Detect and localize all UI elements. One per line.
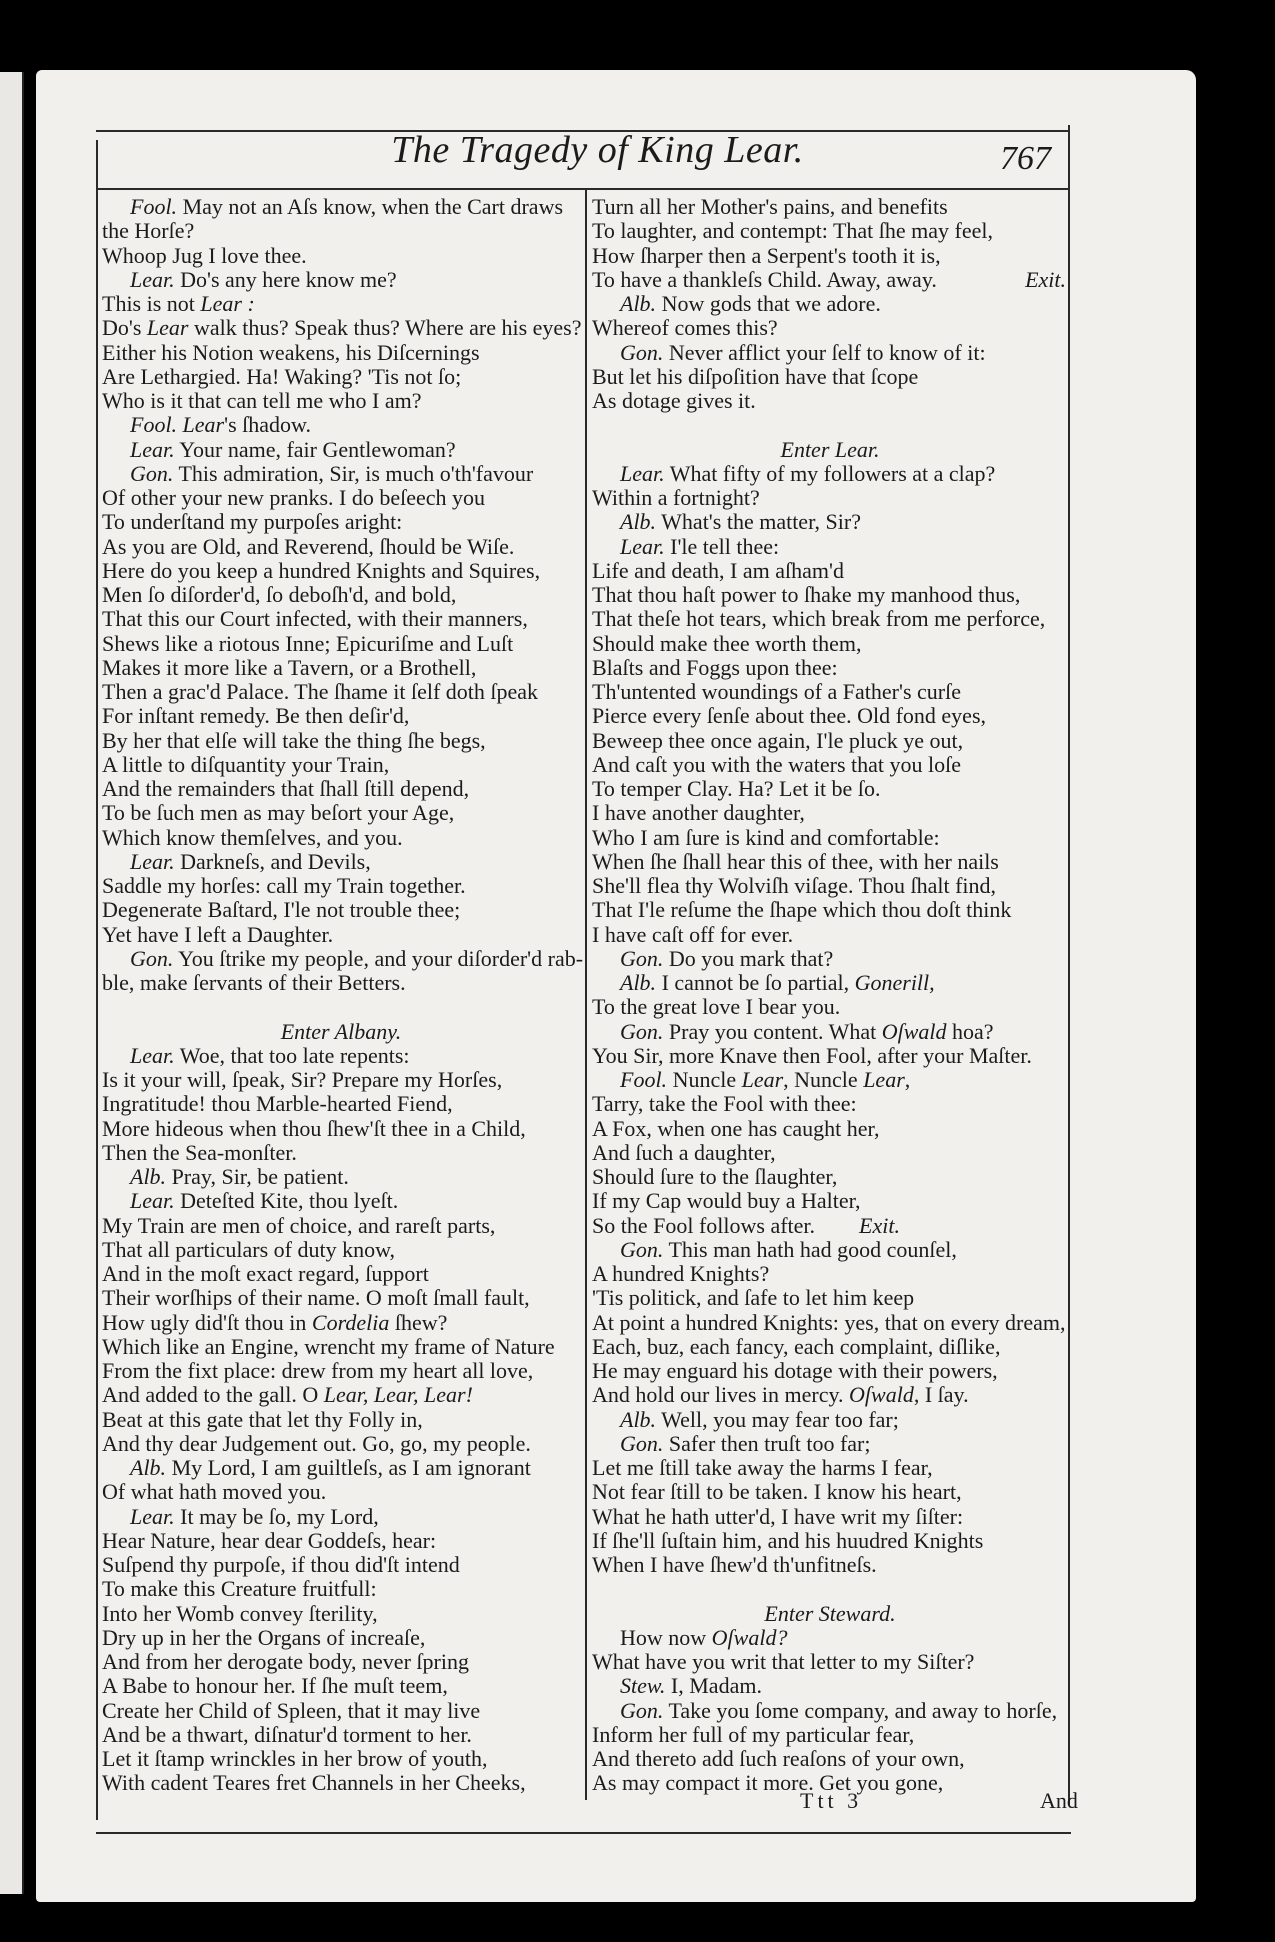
- stage-direction: Enter Albany.: [280, 1018, 402, 1044]
- italic-text: Gon.: [620, 1430, 664, 1456]
- verse-line: Beat at this gate that let thy Folly in,: [102, 1406, 423, 1432]
- italic-text: Fool.: [130, 194, 178, 219]
- italic-text: Gon.: [130, 460, 174, 486]
- verse-line: To underſtand my purpoſes aright:: [102, 509, 403, 535]
- verse-line: From the fixt place: drew from my heart all love,: [102, 1358, 534, 1383]
- verse-line: What have you writ that letter to my Siſter?: [592, 1649, 975, 1674]
- verse-line: Into her Womb convey ſterility,: [102, 1600, 378, 1626]
- verse-line: Ingratitude! thou Marble-hearted Fiend,: [102, 1091, 453, 1117]
- verse-line: Th'untented woundings of a Father's curſe: [592, 679, 962, 704]
- italic-text: Gon.: [620, 1697, 664, 1723]
- verse-line: As may compact it more. Get you gone,: [592, 1770, 944, 1796]
- italic-text: Lear.: [130, 266, 175, 292]
- verse-line: As you are Old, and Reverend, ſhould be Wiſe.: [102, 533, 515, 559]
- verse-line: If ſhe'll ſuſtain him, and his huudred Knights: [592, 1527, 984, 1553]
- italic-text: Cordelia: [311, 1309, 390, 1335]
- italic-text: Lear :: [200, 291, 255, 316]
- verse-line: And thy dear Judgement out. Go, go, my people.: [102, 1430, 531, 1456]
- verse-line: That this our Court infected, with their manners,: [102, 606, 528, 632]
- italic-text: Lear.: [130, 1188, 175, 1214]
- italic-text: Exit.: [859, 1212, 900, 1238]
- verse-line: And thereto add ſuch reaſons of your own,: [592, 1746, 965, 1771]
- verse-line: Which know themſelves, and you.: [102, 824, 403, 850]
- verse-line: My Train are men of choice, and rareſt parts,: [102, 1212, 496, 1238]
- speech-line: How now Oſwald?: [620, 1624, 788, 1650]
- blank-line: [102, 995, 580, 1019]
- speech-line: Alb. Now gods that we adore.: [620, 291, 881, 316]
- verse-line: Shews like a riotous Inne; Epicuriſme and Luſt: [102, 630, 514, 656]
- italic-text: Lear.: [130, 436, 175, 462]
- speech-line: Lear. What fifty of my followers at a clap?: [620, 460, 996, 486]
- italic-text: Alb.: [620, 1406, 657, 1432]
- italic-text: Lear.: [130, 1503, 175, 1529]
- verse-line: Not fear ſtill to be taken. I know his heart,: [592, 1479, 962, 1505]
- italic-text: Lear, Lear, Lear!: [323, 1382, 473, 1408]
- verse-line: Is it your will, ſpeak, Sir? Prepare my Horſes,: [102, 1067, 503, 1092]
- speech-line: Fool. Nuncle Lear, Nuncle Lear,: [620, 1067, 911, 1092]
- verse-line: He may enguard his dotage with their powers,: [592, 1358, 998, 1383]
- italic-text: Stew.: [620, 1673, 666, 1699]
- running-title: [0, 128, 1275, 172]
- catchword: And: [1040, 1788, 1078, 1813]
- speech-line: Alb. My Lord, I am guiltleſs, as I am ignorant: [130, 1455, 531, 1480]
- signature-mark: Ttt 3: [800, 1788, 863, 1813]
- verse-line: Should ſure to the ſlaughter,: [592, 1164, 838, 1189]
- speech-line: Lear. Woe, that too late repents:: [130, 1042, 410, 1068]
- verse-line: Beweep thee once again, I'le pluck ye out,: [592, 727, 964, 753]
- verse-line: As dotage gives it.: [592, 388, 756, 413]
- verse-line: For inſtant remedy. Be then deſir'd,: [102, 703, 410, 729]
- verse-line: And be a thwart, diſnatur'd torment to her.: [102, 1721, 472, 1747]
- verse-line: Tarry, take the Fool with thee:: [592, 1091, 857, 1117]
- verse-line: And from her derogate body, never ſpring: [102, 1649, 469, 1674]
- verse-line: A hundred Knights?: [592, 1261, 770, 1286]
- speech-line: Fool. Lear's ſhadow.: [130, 412, 311, 438]
- verse-line: Within a fortnight?: [592, 485, 760, 510]
- speech-line: Gon. Do you mark that?: [620, 945, 834, 971]
- italic-text: Lear.: [130, 848, 175, 874]
- verse-line: Saddle my horſes: call my Train together.: [102, 873, 466, 898]
- verse-line: ble, make ſervants of their Betters.: [102, 970, 406, 995]
- italic-text: Oſwald?: [711, 1624, 788, 1650]
- verse-line: the Horſe?: [102, 218, 195, 244]
- verse-line: When ſhe ſhall hear this of thee, with her nails: [592, 848, 999, 874]
- italic-text: Alb.: [130, 1455, 167, 1480]
- bottom-rule: [96, 1832, 1071, 1834]
- italic-text: Lear.: [620, 533, 665, 559]
- verse-line: To make this Creature fruitfull:: [102, 1576, 377, 1602]
- verse-line: Inform her full of my particular fear,: [592, 1721, 915, 1747]
- speech-line: Stew. I, Madam.: [620, 1673, 762, 1699]
- speech-line: Alb. What's the matter, Sir?: [620, 509, 861, 535]
- verse-line: Whoop Jug I love thee.: [102, 242, 307, 268]
- verse-line: Are Lethargied. Ha! Waking? 'Tis not ſo;: [102, 363, 462, 389]
- verse-line: Their worſhips of their name. O moſt ſmall fault,: [102, 1285, 530, 1311]
- verse-line: That all particulars of duty know,: [102, 1236, 396, 1262]
- verse-line: Who is it that can tell me who I am?: [102, 388, 422, 413]
- verse-line: Degenerate Baſtard, I'le not trouble thee;: [102, 897, 461, 923]
- verse-line: Then the Sea-monſter.: [102, 1139, 297, 1165]
- speech-line: Lear. Deteſted Kite, thou lyeſt.: [130, 1188, 399, 1214]
- verse-line: With cadent Teares fret Channels in her Cheeks,: [102, 1770, 526, 1796]
- verse-line: If my Cap would buy a Halter,: [592, 1188, 861, 1214]
- right-text-column: [592, 195, 1068, 1796]
- italic-text: Gon.: [620, 1018, 664, 1044]
- italic-text: Lear.: [620, 460, 665, 486]
- stage-direction: Enter Lear.: [780, 436, 880, 462]
- speech-line: Gon. Pray you content. What Oſwald hoa?: [620, 1018, 994, 1044]
- previous-page-edge: [0, 72, 24, 1894]
- verse-line: More hideous when thou ſhew'ſt thee in a Child,: [102, 1115, 526, 1141]
- verse-line: Suſpend thy purpoſe, if thou did'ſt intend: [102, 1552, 460, 1577]
- speech-line: Lear. I'le tell thee:: [620, 533, 780, 559]
- column-divider: [585, 190, 587, 1800]
- verse-line: I have caſt off for ever.: [592, 921, 794, 947]
- speech-line: Fool. May not an Aſs know, when the Cart draws: [130, 194, 564, 219]
- verse-line: When I have ſhew'd th'unfitneſs.: [592, 1552, 877, 1577]
- verse-line: Which like an Engine, wrencht my frame of Nature: [102, 1333, 555, 1359]
- verse-line: To temper Clay. Ha? Let it be ſo.: [592, 776, 881, 801]
- italic-text: Lear: [863, 1067, 905, 1092]
- verse-line: A Babe to honour her. If ſhe muſt teem,: [102, 1673, 448, 1699]
- verse-line: Dry up in her the Organs of increaſe,: [102, 1624, 426, 1650]
- verse-line: A Fox, when one has caught her,: [592, 1115, 880, 1141]
- verse-line: Makes it more like a Tavern, or a Brothell,: [102, 654, 477, 680]
- speech-line: Alb. I cannot be ſo partial, Gonerill,: [620, 970, 935, 995]
- speech-line: Gon. Safer then truſt too far;: [620, 1430, 871, 1456]
- verse-line: Each, buz, each fancy, each complaint, diſlike,: [592, 1333, 1001, 1359]
- verse-line: Do's Lear walk thus? Speak thus? Where are his eyes?: [102, 315, 582, 341]
- verse-line: By her that elſe will take the thing ſhe begs,: [102, 727, 486, 753]
- speech-line: Lear. Darkneſs, and Devils,: [130, 848, 371, 874]
- verse-line: And ſuch a daughter,: [592, 1139, 776, 1165]
- left-text-column: [102, 194, 584, 1796]
- speech-line: Alb. Pray, Sir, be patient.: [130, 1164, 349, 1189]
- speech-line: Alb. Well, you may fear too far;: [620, 1406, 899, 1432]
- italic-text: Alb.: [620, 970, 657, 995]
- speech-line: Gon. This admiration, Sir, is much o'th'favour: [130, 460, 534, 486]
- verse-line: How ugly did'ſt thou in Cordelia ſhew?: [102, 1309, 448, 1335]
- italic-text: Alb.: [130, 1164, 167, 1189]
- verse-line: 'Tis politick, and ſafe to let him keep: [592, 1285, 915, 1311]
- verse-line: That I'le reſume the ſhape which thou doſt think: [592, 897, 1012, 923]
- verse-line: Let me ſtill take away the harms I fear,: [592, 1455, 933, 1480]
- italic-text: Gonerill,: [854, 970, 935, 995]
- verse-line: What he hath utter'd, I have writ my ſiſter:: [592, 1503, 964, 1529]
- blank-line: [592, 1577, 1068, 1601]
- verse-line: To have a thankleſs Child. Away, away. Exit.: [592, 266, 1066, 292]
- italic-text: Fool. Lear: [130, 412, 225, 438]
- italic-text: Oſwald: [849, 1382, 914, 1408]
- verse-line: That theſe hot tears, which break from me perforce,: [592, 606, 1046, 632]
- verse-line: Should make thee worth them,: [592, 630, 862, 656]
- speech-line: Gon. You ſtrike my people, and your diſorder'd rab-: [130, 945, 584, 971]
- italic-text: Lear: [741, 1067, 784, 1092]
- italic-text: Gon.: [620, 1236, 664, 1262]
- verse-line: You Sir, more Knave then Fool, after your Maſter.: [592, 1042, 1032, 1068]
- verse-line: Who I am ſure is kind and comfortable:: [592, 824, 940, 850]
- verse-line: And added to the gall. O Lear, Lear, Lear!: [102, 1382, 473, 1408]
- verse-line: Blaſts and Foggs upon thee:: [592, 654, 838, 680]
- verse-line: That thou haſt power to ſhake my manhood thus,: [592, 582, 1021, 607]
- verse-line: To be ſuch men as may beſort your Age,: [102, 800, 455, 826]
- italic-text: Lear.: [130, 1042, 175, 1068]
- italic-text: Gon.: [620, 339, 664, 365]
- verse-line: To the great love I bear you.: [592, 994, 841, 1020]
- right-border: [1068, 125, 1070, 1805]
- italic-text: Oſwald: [881, 1018, 947, 1044]
- header-rule: [96, 188, 1068, 190]
- italic-text: Alb.: [620, 291, 657, 316]
- italic-text: Gon.: [130, 945, 174, 971]
- verse-line: And the remainders that ſhall ſtill depend,: [102, 776, 470, 801]
- verse-line: And in the moſt exact regard, ſupport: [102, 1261, 429, 1286]
- verse-line: How ſharper then a Serpent's tooth it is,: [592, 242, 941, 268]
- verse-line: And hold our lives in mercy. Oſwald, I ſay.: [592, 1382, 969, 1408]
- verse-line: At point a hundred Knights: yes, that on every dream,: [592, 1309, 1066, 1335]
- verse-line: Men ſo diſorder'd, ſo deboſh'd, and bold,: [102, 582, 457, 607]
- left-border: [96, 140, 98, 1820]
- speech-line: Gon. Never afflict your ſelf to know of it:: [620, 339, 986, 365]
- verse-line: And caſt you with the waters that you loſe: [592, 751, 962, 777]
- verse-line: Of what hath moved you.: [102, 1479, 327, 1505]
- verse-line: Of other your new pranks. I do beſeech you: [102, 485, 486, 510]
- italic-text: Gon.: [620, 945, 664, 971]
- verse-line: Hear Nature, hear dear Goddeſs, hear:: [102, 1527, 437, 1553]
- verse-line: A little to diſquantity your Train,: [102, 751, 390, 777]
- verse-line: This is not Lear :: [102, 291, 255, 316]
- verse-line: Create her Child of Spleen, that it may live: [102, 1697, 481, 1723]
- stage-direction: Enter Steward.: [764, 1600, 896, 1626]
- speech-line: Lear. Your name, fair Gentlewoman?: [130, 436, 456, 462]
- italic-text: Lear: [146, 315, 189, 341]
- exit-direction: Exit.: [1025, 266, 1066, 292]
- verse-line: Yet have I left a Daughter.: [102, 921, 334, 947]
- verse-line: But let his diſpoſition have that ſcope: [592, 363, 919, 389]
- speech-line: Gon. Take you ſome company, and away to horſe,: [620, 1697, 1058, 1723]
- speech-line: Gon. This man hath had good counſel,: [620, 1236, 957, 1262]
- verse-line: Let it ſtamp wrinckles in her brow of youth,: [102, 1746, 488, 1771]
- verse-line: Pierce every ſenſe about thee. Old fond eyes,: [592, 703, 987, 729]
- verse-line: I have another daughter,: [592, 800, 805, 826]
- verse-line: So the Fool follows after. Exit.: [592, 1212, 900, 1238]
- verse-line: To laughter, and contempt: That ſhe may feel,: [592, 218, 993, 244]
- speech-line: Lear. Do's any here know me?: [130, 266, 397, 292]
- verse-line: Whereof comes this?: [592, 315, 778, 341]
- verse-line: Then a grac'd Palace. The ſhame it ſelf doth ſpeak: [102, 679, 539, 704]
- verse-line: Turn all her Mother's pains, and benefits: [592, 194, 948, 219]
- verse-line: Either his Notion weakens, his Diſcernings: [102, 339, 480, 365]
- verse-line: Life and death, I am aſham'd: [592, 557, 844, 583]
- speech-line: Lear. It may be ſo, my Lord,: [130, 1503, 379, 1529]
- running-title-text: The Tragedy of King Lear.: [391, 129, 804, 171]
- verse-line: Here do you keep a hundred Knights and Squires,: [102, 557, 541, 583]
- verse-line: She'll flea thy Wolviſh viſage. Thou ſhalt find,: [592, 873, 997, 898]
- blank-line: [592, 413, 1068, 437]
- italic-text: Alb.: [620, 509, 657, 535]
- italic-text: Fool.: [620, 1067, 668, 1092]
- page-number: 767: [1000, 140, 1051, 177]
